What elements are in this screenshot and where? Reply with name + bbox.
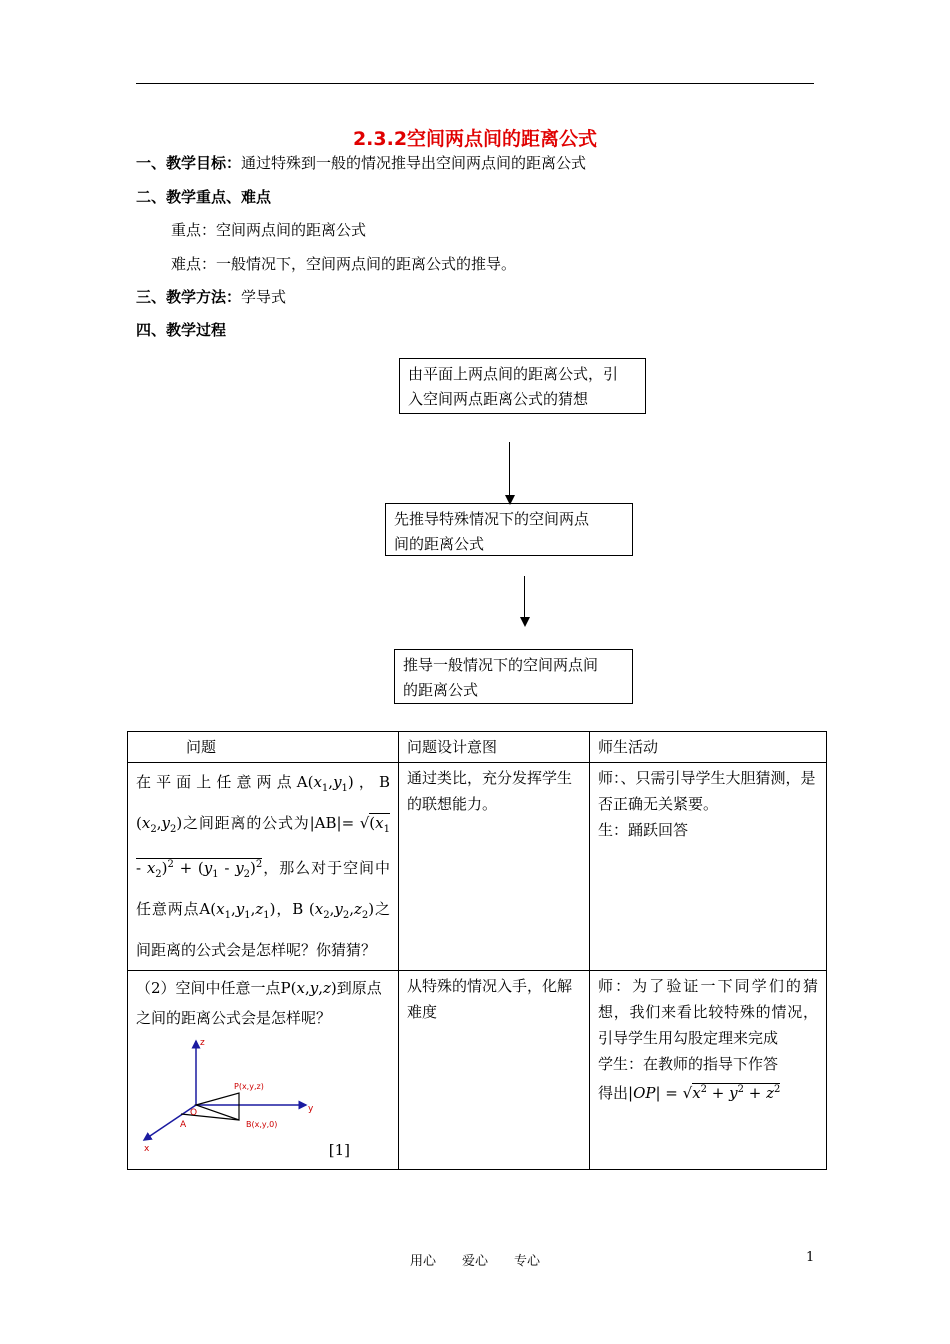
section-objectives — [136, 152, 586, 173]
table-header-row — [128, 732, 827, 763]
section-4-label: 四、教学过程 — [136, 321, 227, 339]
row2-result-label: 得出 — [598, 1084, 629, 1102]
row1-activity — [590, 763, 827, 971]
label-o: O — [190, 1108, 198, 1118]
lesson-table — [127, 731, 827, 1170]
section-1-label: 一、教学目标： — [136, 154, 242, 172]
section-method — [136, 286, 286, 307]
row1-question-c: ，那么对于空间中任意两点 — [136, 859, 390, 918]
section-2-label: 二、教学重点、难点 — [136, 188, 272, 206]
section-3-text: 学导式 — [241, 288, 287, 306]
table-row — [128, 763, 827, 971]
row2-activity — [590, 971, 827, 1170]
figure-reference: [1] — [328, 1141, 350, 1159]
row2-activity-result: 得出$|OP| = √x^2 + y^2 + z^2$ — [598, 1084, 781, 1102]
x-axis — [144, 1105, 196, 1140]
row1-intent: 通过类比，充分发挥学生的联想能力。 — [399, 763, 590, 971]
difficult-point: 难点：一般情况下，空间两点间的距离公式的推导。 — [171, 255, 517, 273]
flow-box-1-line-1: 由平面上两点间的距离公式，引 — [408, 365, 619, 383]
flow-box-3-line-2: 的距离公式 — [403, 681, 479, 699]
flow-box-2-line-1: 先推导特殊情况下的空间两点 — [394, 510, 590, 528]
flow-box-1 — [399, 358, 646, 414]
row2-intent: 从特殊的情况入手，化解难度 — [399, 971, 590, 1170]
flow-arrow-2-head — [520, 617, 530, 627]
flow-box-3 — [394, 649, 633, 704]
row2-activity-teacher: 师：为了验证一下同学们的猜想，我们来看比较特殊的情况，引导学生用勾股定理来完成 — [598, 977, 818, 1047]
row2-question-b: 到原点之间的距离公式会是怎样呢？ — [136, 979, 382, 1027]
row1-question-b: 之间距离的公式为 — [182, 814, 310, 832]
header-activity: 师生活动 — [590, 732, 827, 763]
flow-arrow-1 — [509, 442, 510, 496]
flow-arrow-2 — [524, 576, 525, 618]
label-y: y — [308, 1104, 314, 1114]
flow-box-2 — [385, 503, 633, 556]
label-x: x — [144, 1144, 150, 1154]
key-point: 重点：空间两点间的距离公式 — [171, 221, 367, 239]
flow-box-2-line-2: 间的距离公式 — [394, 535, 485, 553]
header-rule — [136, 83, 814, 84]
page-number: 1 — [806, 1250, 815, 1265]
row1-question-a: 在平面上任意两点 — [136, 773, 297, 791]
page-title: 2.3.2空间两点间的距离公式 — [352, 128, 598, 150]
row1-activity-teacher: 师：、只需引导学生大胆猜测，是否正确无关紧要。 — [598, 769, 816, 813]
flow-box-3-line-1: 推导一般情况下的空间两点间 — [403, 656, 599, 674]
label-p: P(x,y,z) — [234, 1082, 264, 1091]
row2-activity-student: 学生：在教师的指导下作答 — [598, 1055, 779, 1073]
coordinate-figure — [136, 1035, 336, 1155]
section-1-text: 通过特殊到一般的情况推导出空间两点间的距离公式 — [241, 154, 587, 172]
row1-activity-student: 生：踊跃回答 — [598, 821, 689, 839]
label-z: z — [200, 1038, 205, 1048]
row2-question-a: （2）空间中任意一点 — [136, 979, 281, 997]
header-intent: 问题设计意图 — [399, 732, 590, 763]
label-b: B(x,y,0) — [246, 1120, 278, 1129]
footer-text: 用心 爱心 专心 — [409, 1254, 540, 1269]
section-3-label: 三、教学方法： — [136, 288, 242, 306]
table-row — [128, 971, 827, 1170]
label-a: A — [180, 1120, 187, 1130]
header-question: 问题 — [128, 732, 399, 763]
flow-box-1-line-2: 入空间两点距离公式的猜想 — [408, 390, 589, 408]
row1-question-d: 之间距离的公式会是怎样呢？你猜猜？ — [136, 900, 390, 959]
row1-question: 在平面上任意两点$A(x_1,y_1)$，B $(x_2,y_2)$之间距离的公式为$|AB|= √(x_1 - x_2)^2 + (y_1 - y_2)^2$，那么对于空间中任意两点$A(x_1,y_1,z_1)$，B $(x_2,y_2,z_2)$之间距离的公式会是怎样呢？你猜猜？ — [128, 763, 399, 971]
row2-question: （2）空间中任意一点P(x,y,z)到原点之间的距离公式会是怎样呢？ z y x O A P(x,y,z) B(x,y,0) [1] — [128, 971, 399, 1170]
